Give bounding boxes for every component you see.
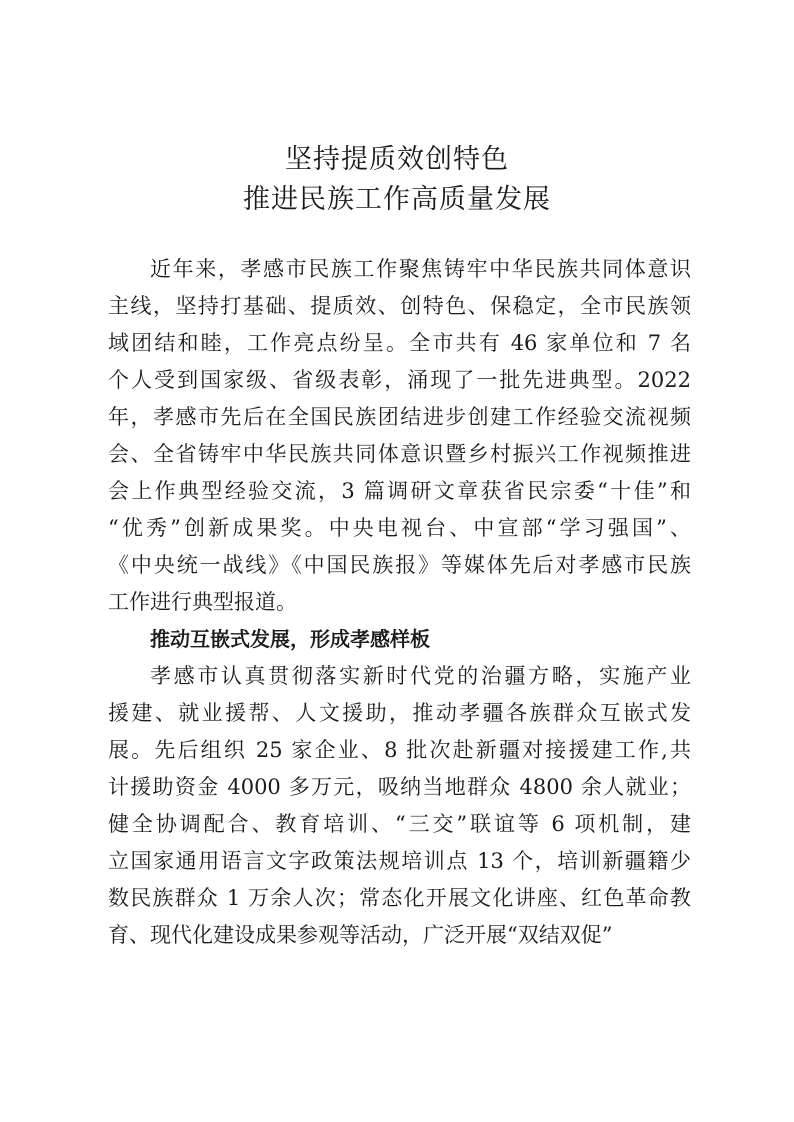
paragraph-line: 援建、就业援帮、人文援助，推动孝疆各族群众互嵌式发: [108, 701, 691, 725]
paragraph-line: 会、全省铸牢中华民族共同体意识暨乡村振兴工作视频推进: [108, 442, 691, 466]
paragraph-line: 健全协调配合、教育培训、“三交”联谊等 6 项机制，建: [108, 812, 691, 836]
paragraph-line: 个人受到国家级、省级表彰，涌现了一批先进典型。2022: [108, 368, 691, 392]
paragraph-intro: [108, 251, 691, 621]
paragraph-line: 展。先后组织 25 家企业、8 批次赴新疆对接援建工作,共: [108, 738, 691, 762]
paragraph-line: 年，孝感市先后在全国民族团结进步创建工作经验交流视频: [108, 405, 691, 429]
paragraph-line: 《中央统一战线》《中国民族报》等媒体先后对孝感市民族: [108, 553, 691, 577]
document-title: [0, 140, 794, 220]
paragraph-line: 工作进行典型报道。: [108, 590, 297, 614]
paragraph-section: [108, 658, 691, 954]
paragraph-line: 育、现代化建设成果参观等活动，广泛开展“双结双促”: [108, 923, 613, 947]
paragraph-line: 近年来，孝感市民族工作聚焦铸牢中华民族共同体意识: [150, 257, 691, 281]
title-line-2: 推进民族工作高质量发展: [243, 184, 551, 215]
paragraph-line: 孝感市认真贯彻落实新时代党的治疆方略，实施产业: [150, 664, 691, 688]
paragraph-line: “优秀”创新成果奖。中央电视台、中宣部“学习强国”、: [108, 516, 691, 540]
paragraph-line: 主线，坚持打基础、提质效、创特色、保稳定，全市民族领: [108, 294, 691, 318]
paragraph-line: 计援助资金 4000 多万元，吸纳当地群众 4800 余人就业；: [108, 775, 691, 799]
paragraph-line: 会上作典型经验交流，3 篇调研文章获省民宗委“十佳”和: [108, 479, 691, 503]
paragraph-line: 域团结和睦，工作亮点纷呈。全市共有 46 家单位和 7 名: [108, 331, 691, 355]
paragraph-line: 数民族群众 1 万余人次；常态化开展文化讲座、红色革命教: [108, 886, 691, 910]
document-body: [108, 251, 691, 954]
section-heading: 推动互嵌式发展，形成孝感样板: [150, 627, 430, 651]
paragraph-line: 立国家通用语言文字政策法规培训点 13 个，培训新疆籍少: [108, 849, 691, 873]
title-line-1: 坚持提质效创特色: [285, 144, 509, 175]
